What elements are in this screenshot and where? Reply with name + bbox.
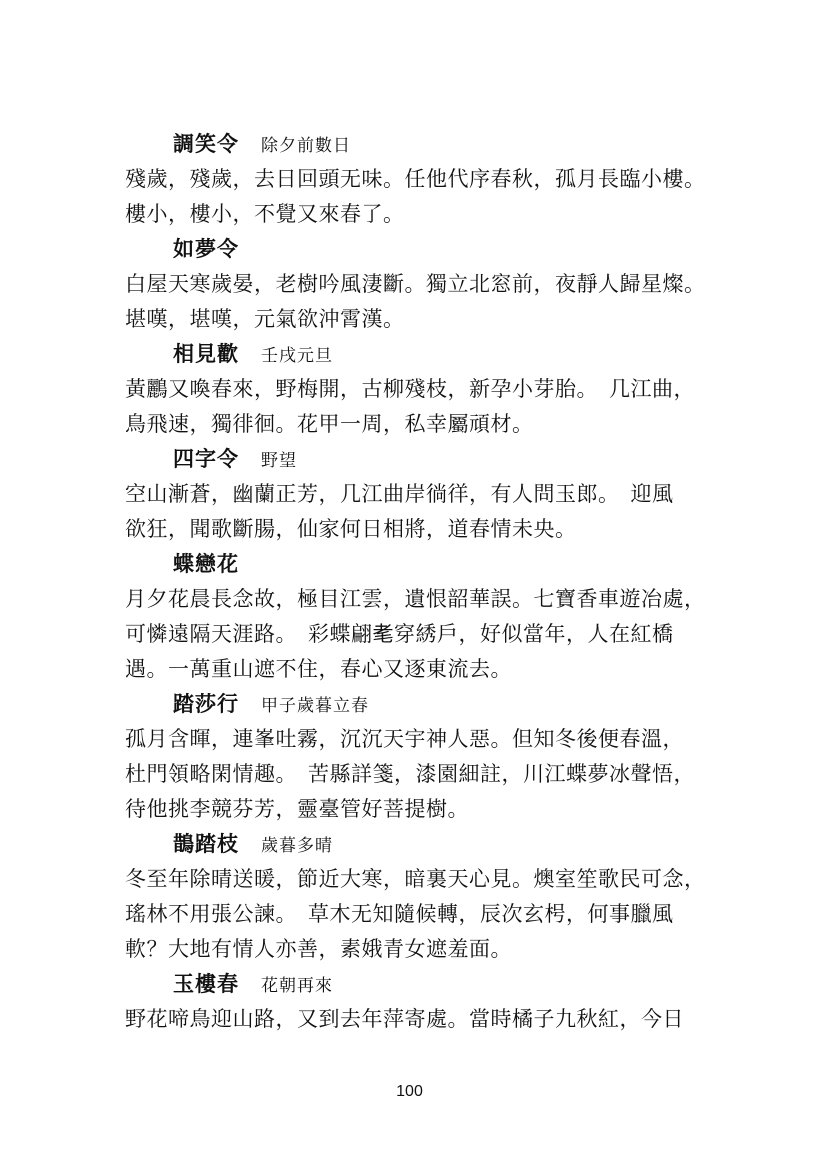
poem-line: 堪嘆，堪嘆，元氣欲沖霄漢。 — [125, 307, 405, 331]
poem-title: 蝶戀花 — [173, 552, 239, 576]
poem-subtitle: 壬戌元旦 — [261, 346, 333, 366]
poem-line: 遇。一萬重山遮不住，春心又逐東流去。 — [125, 657, 512, 681]
poem-title: 如夢令 — [173, 237, 239, 261]
poem-subtitle: 野望 — [261, 451, 297, 471]
poem-heading — [125, 232, 725, 267]
poem-heading — [125, 442, 725, 477]
poem-title: 相見歡 — [173, 342, 239, 366]
poem-title: 鵲踏枝 — [173, 832, 239, 856]
poem-subtitle: 甲子歲暮立春 — [261, 696, 369, 716]
poem-title: 踏莎行 — [173, 692, 239, 716]
poem-line: 白屋天寒歲晏，老樹吟風淒斷。獨立北窓前，夜靜人歸星燦。 — [125, 272, 706, 296]
poem-heading — [125, 547, 725, 582]
poem-title: 四字令 — [173, 447, 239, 471]
poem-line: 月夕花晨長念故，極目江雲，遺恨韶華誤。七寶香車遊冶處， — [125, 587, 706, 611]
poem-line: 可憐遠隔天涯路。 彩蝶翩𦒷穿綉戶，好似當年，人在紅橋 — [125, 622, 674, 646]
poem-line: 野花啼鳥迎山路，又到去年萍寄處。當時橘子九秋紅，今日 — [125, 1007, 684, 1031]
poem-heading — [125, 127, 725, 162]
poem-line: 空山漸蒼，幽蘭正芳，几江曲岸徜徉，有人問玉郎。 迎風 — [125, 482, 674, 506]
poem-line: 樓小，樓小，不覺又來春了。 — [125, 202, 405, 226]
page-number: 100 — [396, 1083, 423, 1100]
poem-title: 玉樓春 — [173, 972, 239, 996]
poem-line: 孤月含暉，連峯吐霧，沉沉天宇神人惡。但知冬後便春溫， — [125, 727, 684, 751]
poem-collection — [125, 127, 725, 1037]
poem-subtitle: 花朝再來 — [261, 976, 333, 996]
poem-line: 軟？大地有情人亦善，素娥青女遮羞面。 — [125, 937, 512, 961]
poem-line: 鳥飛速，獨徘徊。花甲一周，私幸屬頑材。 — [125, 412, 534, 436]
poem-heading — [125, 337, 725, 372]
poem-heading — [125, 687, 725, 722]
poem-heading — [125, 827, 725, 862]
poem-title: 調笑令 — [173, 132, 239, 156]
poem-line: 黃鸝又喚春來，野梅開，古柳殘枝，新孕小芽胎。 几江曲， — [125, 377, 695, 401]
poem-heading — [125, 967, 725, 1002]
poem-subtitle: 除夕前數日 — [261, 136, 351, 156]
poem-line: 瑤林不用張公諫。 草木无知隨候轉，辰次玄枵，何事臘風 — [125, 902, 674, 926]
poem-line: 杜門領略閑情趣。 苦縣詳箋，漆園細註，川江蝶夢冰聲悟， — [125, 762, 695, 786]
poem-subtitle: 歲暮多晴 — [261, 836, 333, 856]
poem-line: 欲狂，聞歌斷腸，仙家何日相將，道春情未央。 — [125, 517, 577, 541]
poem-line: 待他挑李競芬芳，靈臺管好菩提樹。 — [125, 797, 469, 821]
poem-line: 冬至年除晴送暖，節近大寒，暗裏天心見。燠室笙歌民可念， — [125, 867, 706, 891]
poem-line: 殘歲，殘歲，去日回頭无味。任他代序春秋，孤月長臨小樓。 — [125, 167, 706, 191]
